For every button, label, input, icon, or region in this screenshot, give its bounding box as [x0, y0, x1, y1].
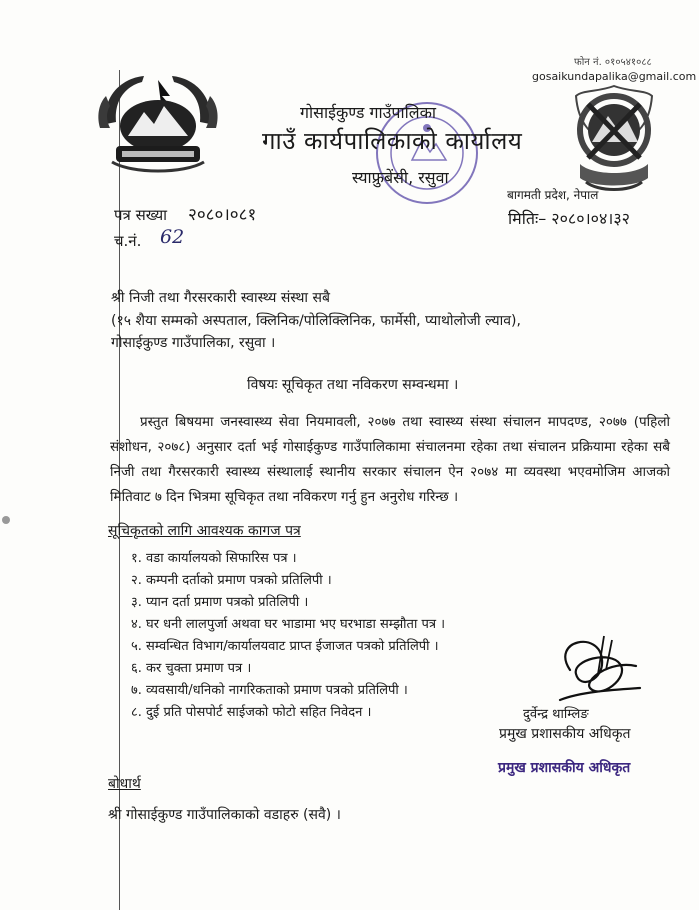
signatory-name: दुर्वेन्द्र थाम्लिङ [523, 707, 589, 722]
email-address: gosaikundapalika@gmail.com [532, 70, 697, 83]
documents-heading: सूचिकृतको लागि आवश्यक कागज पत्र [108, 523, 301, 539]
list-item: ५. सम्वन्धित विभाग/कार्यालयवाट प्राप्त ईजाजत पत्रको प्रतिलिपी । [131, 639, 439, 654]
letter-number-value: २०८०।०८१ [188, 205, 257, 225]
list-item: ७. व्यवसायी/धनिको नागरिकताको प्रमाण पत्रको प्रतिलिपी । [131, 683, 408, 698]
signatory-title: प्रमुख प्रशासकीय अधिकृत [499, 726, 631, 742]
office-address: स्याफ्रुबेंसी, रसुवा [352, 168, 449, 187]
body-text: प्रस्तुत बिषयमा जनस्वास्थ्य सेवा नियमावली, २०७७ तथा स्वास्थ्य संस्था संचालन मापदण्ड, २०७७ (पहिलो संशोधन, २०७८) अनुसार दर्ता भई गोसाईकुण्ड गाउँपालिकामा संचालनमा रहेका तथा संचालन प्रक्रियामा रहेका सबै निजी तथा गैरसरकारी स्वास्थ्य संस्थालाई स्थानीय सरकार संचालन ऐन २०७४ मा व्यवस्था भएवमोजिम आजको मितिवाट ७ दिन भित्रमा सूचिकृत तथा नविकरण गर्नु हुन अनुरोध गरिन्छ । [110, 414, 670, 505]
letter-date: मितिः– २०८०।०४।३२ [508, 209, 630, 228]
body-paragraph [110, 410, 670, 510]
cc-heading: बोधार्थ [108, 776, 141, 792]
nepal-emblem-logo [92, 66, 224, 178]
dispatch-number-label: च.नं. [114, 232, 142, 250]
recipient-line-2: (१५ शैया सम्मको अस्पताल, क्लिनिक/पोलिक्लिनिक, फार्मेसी, प्याथोलोजी ल्याव), [111, 313, 521, 329]
subject-line: विषयः सूचिकृत तथा नविकरण सम्वन्धमा । [247, 377, 459, 393]
province-label: बागमती प्रदेश, नेपाल [507, 188, 599, 202]
list-item: ८. दुई प्रति पोसपोर्ट साईजको फोटो सहित निवेदन । [131, 705, 372, 720]
list-item: ४. घर धनी लालपुर्जा अथवा घर भाडामा भए घरभाडा सम्झौता पत्र । [131, 617, 446, 632]
documents-list [131, 548, 445, 724]
list-item: ३. प्यान दर्ता प्रमाण पत्रको प्रतिलिपी । [131, 595, 309, 610]
list-item: ६. कर चुक्ता प्रमाण पत्र । [131, 661, 252, 676]
list-item: २. कम्पनी दर्ताको प्रमाण पत्रको प्रतिलिपी । [131, 573, 332, 588]
recipient-line-1: श्री निजी तथा गैरसरकारी स्वास्थ्य संस्था सबै [111, 290, 330, 306]
list-item: १. वडा कार्यालयको सिफारिस पत्र । [131, 551, 297, 566]
dispatch-number-value: 62 [160, 226, 185, 248]
letter-number-label: पत्र सख्या [114, 206, 168, 224]
office-name: गोसाईकुण्ड गाउँपालिका [300, 103, 437, 122]
phone-number: फोन नं. ०१०५४१०८८ [574, 57, 652, 68]
recipient-line-3: गोसाईकुण्ड गाउँपालिका, रसुवा । [111, 335, 276, 351]
designation-stamp: प्रमुख प्रशासकीय अधिकृत [498, 760, 631, 776]
municipality-logo [568, 82, 660, 194]
scan-speck [2, 516, 10, 524]
office-title: गाउँ कार्यपालिकाको कार्यालय [262, 127, 523, 155]
cc-recipient: श्री गोसाईकुण्ड गाउँपालिकाको वडाहरु (सवै) । [108, 807, 341, 823]
